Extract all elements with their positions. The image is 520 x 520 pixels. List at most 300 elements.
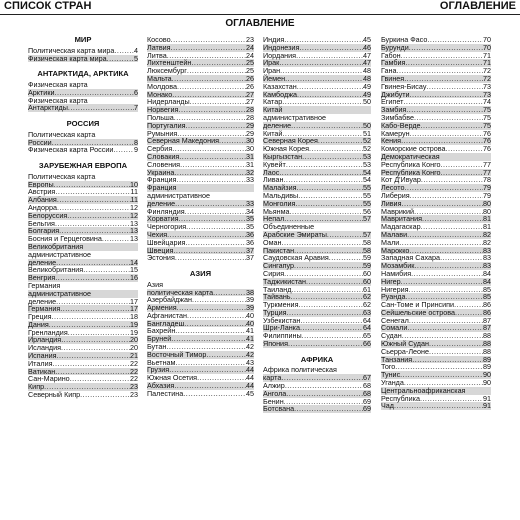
entry-name: Руанда xyxy=(381,292,406,302)
dot-leader xyxy=(52,360,130,368)
entry-page-number: 25 xyxy=(246,58,254,68)
dot-leader xyxy=(414,114,483,122)
dot-leader xyxy=(394,402,483,410)
entry-page-number: 41 xyxy=(246,334,254,344)
entry-name: Ирландия xyxy=(28,335,62,345)
entry-page-number: 22 xyxy=(130,358,138,368)
entry-page-number: 34 xyxy=(246,206,254,216)
dot-leader xyxy=(294,405,363,413)
dot-leader xyxy=(445,145,483,153)
contents-entry[interactable] xyxy=(28,375,138,383)
dot-leader xyxy=(403,98,483,106)
entry-name: Исландия xyxy=(28,343,62,353)
entry-name: Филиппины xyxy=(263,331,302,341)
entry-page-number: 85 xyxy=(483,292,491,302)
dot-leader xyxy=(286,390,363,398)
entry-name: Италия xyxy=(28,358,53,368)
entry-name: политическая карта xyxy=(147,287,214,297)
entry-page-number: 7 xyxy=(134,103,138,113)
entry-page-number: 53 xyxy=(363,159,371,169)
entry-page-number: 24 xyxy=(246,50,254,60)
entry-page-number: 27 xyxy=(246,97,254,107)
entry-page-number: 22 xyxy=(130,374,138,384)
entry-name: административное xyxy=(263,112,326,122)
entry-page-number: 30 xyxy=(246,144,254,154)
entry-page-number: 74 xyxy=(483,97,491,107)
entry-page-number: 76 xyxy=(483,144,491,154)
dot-leader xyxy=(427,36,483,44)
contents-column-1 xyxy=(28,36,138,399)
entry-name: Ливия xyxy=(381,198,402,208)
dot-leader xyxy=(184,320,246,328)
dot-leader xyxy=(300,317,363,325)
dot-leader xyxy=(298,301,363,309)
entry-name: Тунис xyxy=(381,370,401,380)
entry-name: административное xyxy=(28,249,91,259)
dot-leader xyxy=(295,200,363,208)
entry-name: Катар xyxy=(263,97,283,107)
entry-page-number: 57 xyxy=(363,214,371,224)
entry-page-number: 28 xyxy=(246,112,254,122)
contents-entry[interactable] xyxy=(147,390,254,398)
entry-page-number: 62 xyxy=(363,300,371,310)
entry-name: Либерия xyxy=(381,190,410,200)
entry-page-number: 62 xyxy=(363,292,371,302)
entry-page-number: 54 xyxy=(363,167,371,177)
contents-entry[interactable] xyxy=(28,104,138,112)
dot-leader xyxy=(409,317,483,325)
entry-name: Андорра xyxy=(28,202,57,212)
entry-page-number: 79 xyxy=(483,183,491,193)
dot-leader xyxy=(281,374,363,382)
dot-leader xyxy=(396,67,483,75)
entry-page-number: 84 xyxy=(483,276,491,286)
entry-name: деление xyxy=(147,198,176,208)
contents-entry[interactable] xyxy=(28,391,138,399)
entry-page-number: 19 xyxy=(130,327,138,337)
contents-entry[interactable] xyxy=(263,405,371,413)
header-section-title: СПИСОК СТРАН xyxy=(4,0,92,12)
dot-leader xyxy=(61,344,130,352)
entry-name: Мали xyxy=(381,237,400,247)
contents-column-2 xyxy=(147,36,254,398)
entry-page-number: 59 xyxy=(363,253,371,263)
entry-page-number: 42 xyxy=(246,342,254,352)
dot-leader xyxy=(420,395,483,403)
entry-page-number: 31 xyxy=(246,159,254,169)
entry-name: Швеция xyxy=(147,245,174,255)
entry-name: Южный Судан xyxy=(381,339,429,349)
entry-name: Мозамбик xyxy=(381,261,415,271)
entry-name: Северная Македония xyxy=(147,136,219,146)
dot-leader xyxy=(175,327,246,335)
entry-name: Азербайджан xyxy=(147,295,192,305)
entry-name: Сьерра-Леоне xyxy=(381,346,429,356)
entry-page-number: 79 xyxy=(483,190,491,200)
entry-page-number: 44 xyxy=(246,381,254,391)
contents-column-3 xyxy=(263,36,371,413)
dot-leader xyxy=(284,398,363,406)
entry-name: Азия xyxy=(147,279,163,289)
dot-leader xyxy=(410,192,483,200)
entry-page-number: 37 xyxy=(246,253,254,263)
entry-page-number: 72 xyxy=(483,66,491,76)
entry-name: Венгрия xyxy=(28,273,56,283)
entry-page-number: 20 xyxy=(130,335,138,345)
section-heading: МИР xyxy=(74,35,92,44)
entry-page-number: 68 xyxy=(363,381,371,391)
entry-page-number: 48 xyxy=(363,73,371,83)
entry-page-number: 23 xyxy=(130,382,138,392)
entry-page-number: 58 xyxy=(363,237,371,247)
entry-page-number: 45 xyxy=(363,35,371,44)
entry-name: Нигер xyxy=(381,276,401,286)
entry-name: Словакия xyxy=(147,151,180,161)
entry-name: Бангладеш xyxy=(147,318,185,328)
entry-page-number: 47 xyxy=(363,50,371,60)
entry-name: Финляндия xyxy=(147,206,185,216)
dot-leader xyxy=(412,356,483,364)
entry-name: Республика Конго xyxy=(381,167,441,177)
entry-page-number: 69 xyxy=(363,396,371,406)
entry-page-number: 55 xyxy=(363,183,371,193)
entry-page-number: 23 xyxy=(246,35,254,44)
entry-name: Южная Осетия xyxy=(147,373,198,383)
dot-leader xyxy=(180,161,246,169)
entry-name: Мадагаскар xyxy=(381,222,421,232)
entry-name: Кот Д'Ивуар xyxy=(381,175,421,185)
entry-page-number: 76 xyxy=(483,136,491,146)
dot-leader xyxy=(455,309,483,317)
dot-leader xyxy=(68,329,130,337)
contents-entry[interactable] xyxy=(263,52,371,60)
entry-page-number: 85 xyxy=(483,284,491,294)
entry-page-number: 27 xyxy=(246,89,254,99)
entry-name: Франция xyxy=(147,183,177,193)
entry-name: Западная Сахара xyxy=(381,253,441,263)
dot-leader xyxy=(286,161,363,169)
entry-name: Лихтенштейн xyxy=(147,58,192,68)
dot-leader xyxy=(318,137,363,145)
entry-name: Египет xyxy=(381,97,404,107)
entry-name: Алжир xyxy=(263,381,285,391)
dot-leader xyxy=(309,145,363,153)
entry-name: Ботсвана xyxy=(263,404,295,414)
entry-name: Болгария xyxy=(28,226,60,236)
entry-name: Бруней xyxy=(147,334,172,344)
dot-leader xyxy=(288,340,363,348)
entry-name: Африка политическая xyxy=(263,365,337,375)
entry-name: Нидерланды xyxy=(147,97,190,107)
contents-entry[interactable] xyxy=(263,161,371,169)
entry-name: Кения xyxy=(381,136,402,146)
dot-leader xyxy=(185,208,246,216)
dot-leader xyxy=(395,363,483,371)
entry-name: Ватикан xyxy=(28,366,56,376)
entry-name: Камерун xyxy=(381,128,410,138)
dot-leader xyxy=(60,305,130,313)
dot-leader xyxy=(190,98,246,106)
entry-name: Арктики xyxy=(28,87,55,97)
entry-name: Сенегал xyxy=(381,315,409,325)
dot-leader xyxy=(441,161,483,169)
entry-name: Афганистан xyxy=(147,310,188,320)
dot-leader xyxy=(280,67,363,75)
dot-leader xyxy=(294,262,363,270)
entry-name: Таиланд xyxy=(263,284,292,294)
entry-name: Малайзия xyxy=(263,183,297,193)
dot-leader xyxy=(171,44,246,52)
entry-name: Республика xyxy=(381,393,420,403)
dot-leader xyxy=(171,36,246,44)
entry-name: Малави xyxy=(381,229,408,239)
dot-leader xyxy=(178,215,246,223)
entry-page-number: 72 xyxy=(483,73,491,83)
entry-page-number: 32 xyxy=(246,167,254,177)
entry-name: Гвинея-Бисау xyxy=(381,81,427,91)
entry-name: Северная Корея xyxy=(263,136,318,146)
entry-page-number: 40 xyxy=(246,318,254,328)
entry-name: Чехия xyxy=(147,229,168,239)
entry-name: Ливан xyxy=(263,175,284,185)
dot-leader xyxy=(57,196,131,204)
dot-leader xyxy=(83,266,130,274)
dot-leader xyxy=(174,169,246,177)
entry-name: Бельгия xyxy=(28,218,55,228)
entry-name: Узбекистан xyxy=(263,315,301,325)
entry-page-number: 52 xyxy=(363,144,371,154)
entry-name: Того xyxy=(381,362,396,372)
dot-leader xyxy=(55,274,130,282)
entry-name: Индия xyxy=(263,35,285,44)
entry-name: Восточный Тимор xyxy=(147,349,207,359)
entry-page-number: 12 xyxy=(130,210,138,220)
entry-page-number: 77 xyxy=(483,167,491,177)
entry-name: Танзания xyxy=(381,354,413,364)
entry-name: Люксембург xyxy=(147,66,187,76)
entry-name: Йемен xyxy=(263,73,286,83)
entry-name: Лесото xyxy=(381,183,405,193)
entry-name: Южная Корея xyxy=(263,144,309,154)
entry-name: Норвегия xyxy=(147,105,179,115)
entry-page-number: 83 xyxy=(483,253,491,263)
dot-leader xyxy=(401,278,483,286)
entry-name: Абхазия xyxy=(147,381,175,391)
entry-name: Кабо-Верде xyxy=(381,120,421,130)
entry-page-number: 66 xyxy=(363,339,371,349)
contents-entry[interactable] xyxy=(381,59,491,67)
dot-leader xyxy=(55,188,130,196)
entry-page-number: 22 xyxy=(130,366,138,376)
contents-entry[interactable] xyxy=(28,146,138,154)
dot-leader xyxy=(411,270,483,278)
entry-name: Маврикий xyxy=(381,206,415,216)
contents-entry[interactable] xyxy=(381,395,491,403)
entry-name: Великобритания xyxy=(28,241,84,251)
entry-page-number: 70 xyxy=(483,35,491,44)
entry-page-number: 46 xyxy=(363,42,371,52)
entry-page-number: 13 xyxy=(130,218,138,228)
entry-name: Франция xyxy=(147,175,177,185)
contents-entry[interactable] xyxy=(147,254,254,262)
entry-page-number: 49 xyxy=(363,89,371,99)
entry-page-number: 84 xyxy=(483,268,491,278)
dot-leader xyxy=(282,98,363,106)
dot-leader xyxy=(67,212,130,220)
entry-name: Физическая карта России xyxy=(28,145,114,155)
entry-page-number: 60 xyxy=(363,276,371,286)
dot-leader xyxy=(279,169,363,177)
dot-leader xyxy=(297,83,363,91)
entry-page-number: 55 xyxy=(363,198,371,208)
entry-page-number: 13 xyxy=(130,226,138,236)
dot-leader xyxy=(213,289,246,297)
entry-name: Словения xyxy=(147,159,181,169)
entry-name: Саудовская Аравия xyxy=(263,253,329,263)
contents-entry[interactable] xyxy=(381,356,491,364)
entry-name: Буркина Фасо xyxy=(381,35,428,44)
dot-leader xyxy=(290,208,363,216)
entry-page-number: 36 xyxy=(246,229,254,239)
entry-page-number: 12 xyxy=(130,202,138,212)
entry-page-number: 36 xyxy=(246,237,254,247)
dot-leader xyxy=(68,104,134,112)
entry-name: Косово xyxy=(147,35,171,44)
entry-page-number: 54 xyxy=(363,175,371,185)
entry-page-number: 88 xyxy=(483,339,491,349)
dot-leader xyxy=(183,390,246,398)
contents-entry[interactable] xyxy=(28,55,138,63)
entry-page-number: 38 xyxy=(246,287,254,297)
entry-name: Северный Кипр xyxy=(28,390,81,400)
entry-name: Физическая карта xyxy=(28,79,88,89)
dot-leader xyxy=(206,351,246,359)
entry-name: Гренландия xyxy=(28,327,68,337)
dot-leader xyxy=(279,59,363,67)
dot-leader xyxy=(421,122,483,130)
entry-page-number: 91 xyxy=(483,401,491,411)
dot-leader xyxy=(302,332,363,340)
entry-name: Бурунди xyxy=(381,42,409,52)
dot-leader xyxy=(114,47,134,55)
entry-name: Центральноафриканская xyxy=(381,385,466,395)
entry-page-number: 73 xyxy=(483,89,491,99)
dot-leader xyxy=(405,59,483,67)
entry-page-number: 6 xyxy=(134,87,138,97)
entry-page-number: 11 xyxy=(130,187,138,197)
entry-page-number: 5 xyxy=(134,53,138,63)
entry-name: Молдова xyxy=(147,81,178,91)
entry-page-number: 17 xyxy=(130,304,138,314)
entry-name: Европы xyxy=(28,179,54,189)
entry-page-number: 89 xyxy=(483,354,491,364)
dot-leader xyxy=(429,348,483,356)
entry-page-number: 80 xyxy=(483,206,491,216)
dot-leader xyxy=(296,184,363,192)
entry-name: Сан-Томе и Принсипи xyxy=(381,300,455,310)
dot-leader xyxy=(57,204,130,212)
dot-leader xyxy=(404,184,483,192)
entry-name: Бенин xyxy=(263,396,284,406)
dot-leader xyxy=(187,312,246,320)
section-heading: АЗИЯ xyxy=(189,268,212,278)
entry-name: Кипр xyxy=(28,382,45,392)
entry-name: Греция xyxy=(28,312,52,322)
entry-name: Сингапур xyxy=(263,261,295,271)
entry-name: Политическая карта xyxy=(28,171,96,181)
entry-name: Джибути xyxy=(381,89,410,99)
entry-name: Сейшельские острова xyxy=(381,307,456,317)
entry-name: Гамбия xyxy=(381,58,406,68)
entry-name: Армения xyxy=(147,303,177,313)
entry-page-number: 70 xyxy=(483,42,491,52)
entry-page-number: 15 xyxy=(130,265,138,275)
entry-page-number: 16 xyxy=(130,273,138,283)
entry-page-number: 44 xyxy=(246,365,254,375)
entry-name: Таджикистан xyxy=(263,276,307,286)
entry-name: Польша xyxy=(147,112,174,122)
dot-leader xyxy=(410,130,483,138)
dot-leader xyxy=(80,391,130,399)
entry-name: Сербия xyxy=(147,144,173,154)
dot-leader xyxy=(426,83,483,91)
dot-leader xyxy=(291,122,363,130)
dot-leader xyxy=(178,106,246,114)
entry-page-number: 57 xyxy=(363,229,371,239)
entry-name: Сомали xyxy=(381,323,408,333)
entry-name: Ангола xyxy=(263,388,287,398)
dot-leader xyxy=(174,382,246,390)
dot-leader xyxy=(197,374,246,382)
section-heading: АФРИКА xyxy=(300,354,334,364)
entry-page-number: 49 xyxy=(363,81,371,91)
entry-page-number: 69 xyxy=(363,404,371,414)
entry-page-number: 71 xyxy=(483,58,491,68)
entry-page-number: 41 xyxy=(246,326,254,336)
entry-name: Испания xyxy=(28,351,57,361)
dot-leader xyxy=(329,254,363,262)
contents-entry[interactable] xyxy=(263,340,371,348)
entry-page-number: 75 xyxy=(483,105,491,115)
dot-leader xyxy=(296,52,363,60)
entry-page-number: 64 xyxy=(363,323,371,333)
entry-name: Босния и Герцеговина xyxy=(28,234,102,244)
dot-leader xyxy=(186,223,246,231)
entry-page-number: 52 xyxy=(363,136,371,146)
entry-page-number: 26 xyxy=(246,73,254,83)
entry-page-number: 53 xyxy=(363,151,371,161)
dot-leader xyxy=(407,324,483,332)
entry-name: Белоруссия xyxy=(28,210,68,220)
entry-page-number: 91 xyxy=(483,393,491,403)
entry-page-number: 43 xyxy=(246,357,254,367)
contents-entry[interactable] xyxy=(381,402,491,410)
entry-name: Пакистан xyxy=(263,245,295,255)
entry-name: Тайвань xyxy=(263,292,291,302)
entry-name: Турция xyxy=(263,307,287,317)
dot-leader xyxy=(177,83,246,91)
entry-name: Замбия xyxy=(381,105,407,115)
entry-page-number: 20 xyxy=(130,343,138,353)
entry-page-number: 8 xyxy=(134,137,138,147)
entry-name: Политическая карта xyxy=(28,129,96,139)
dot-leader xyxy=(56,298,130,306)
entry-page-number: 87 xyxy=(483,315,491,325)
entry-page-number: 89 xyxy=(483,362,491,372)
dot-leader xyxy=(421,223,483,231)
entry-name: Физическая карта xyxy=(28,95,88,105)
entry-name: Мальдивы xyxy=(263,190,299,200)
